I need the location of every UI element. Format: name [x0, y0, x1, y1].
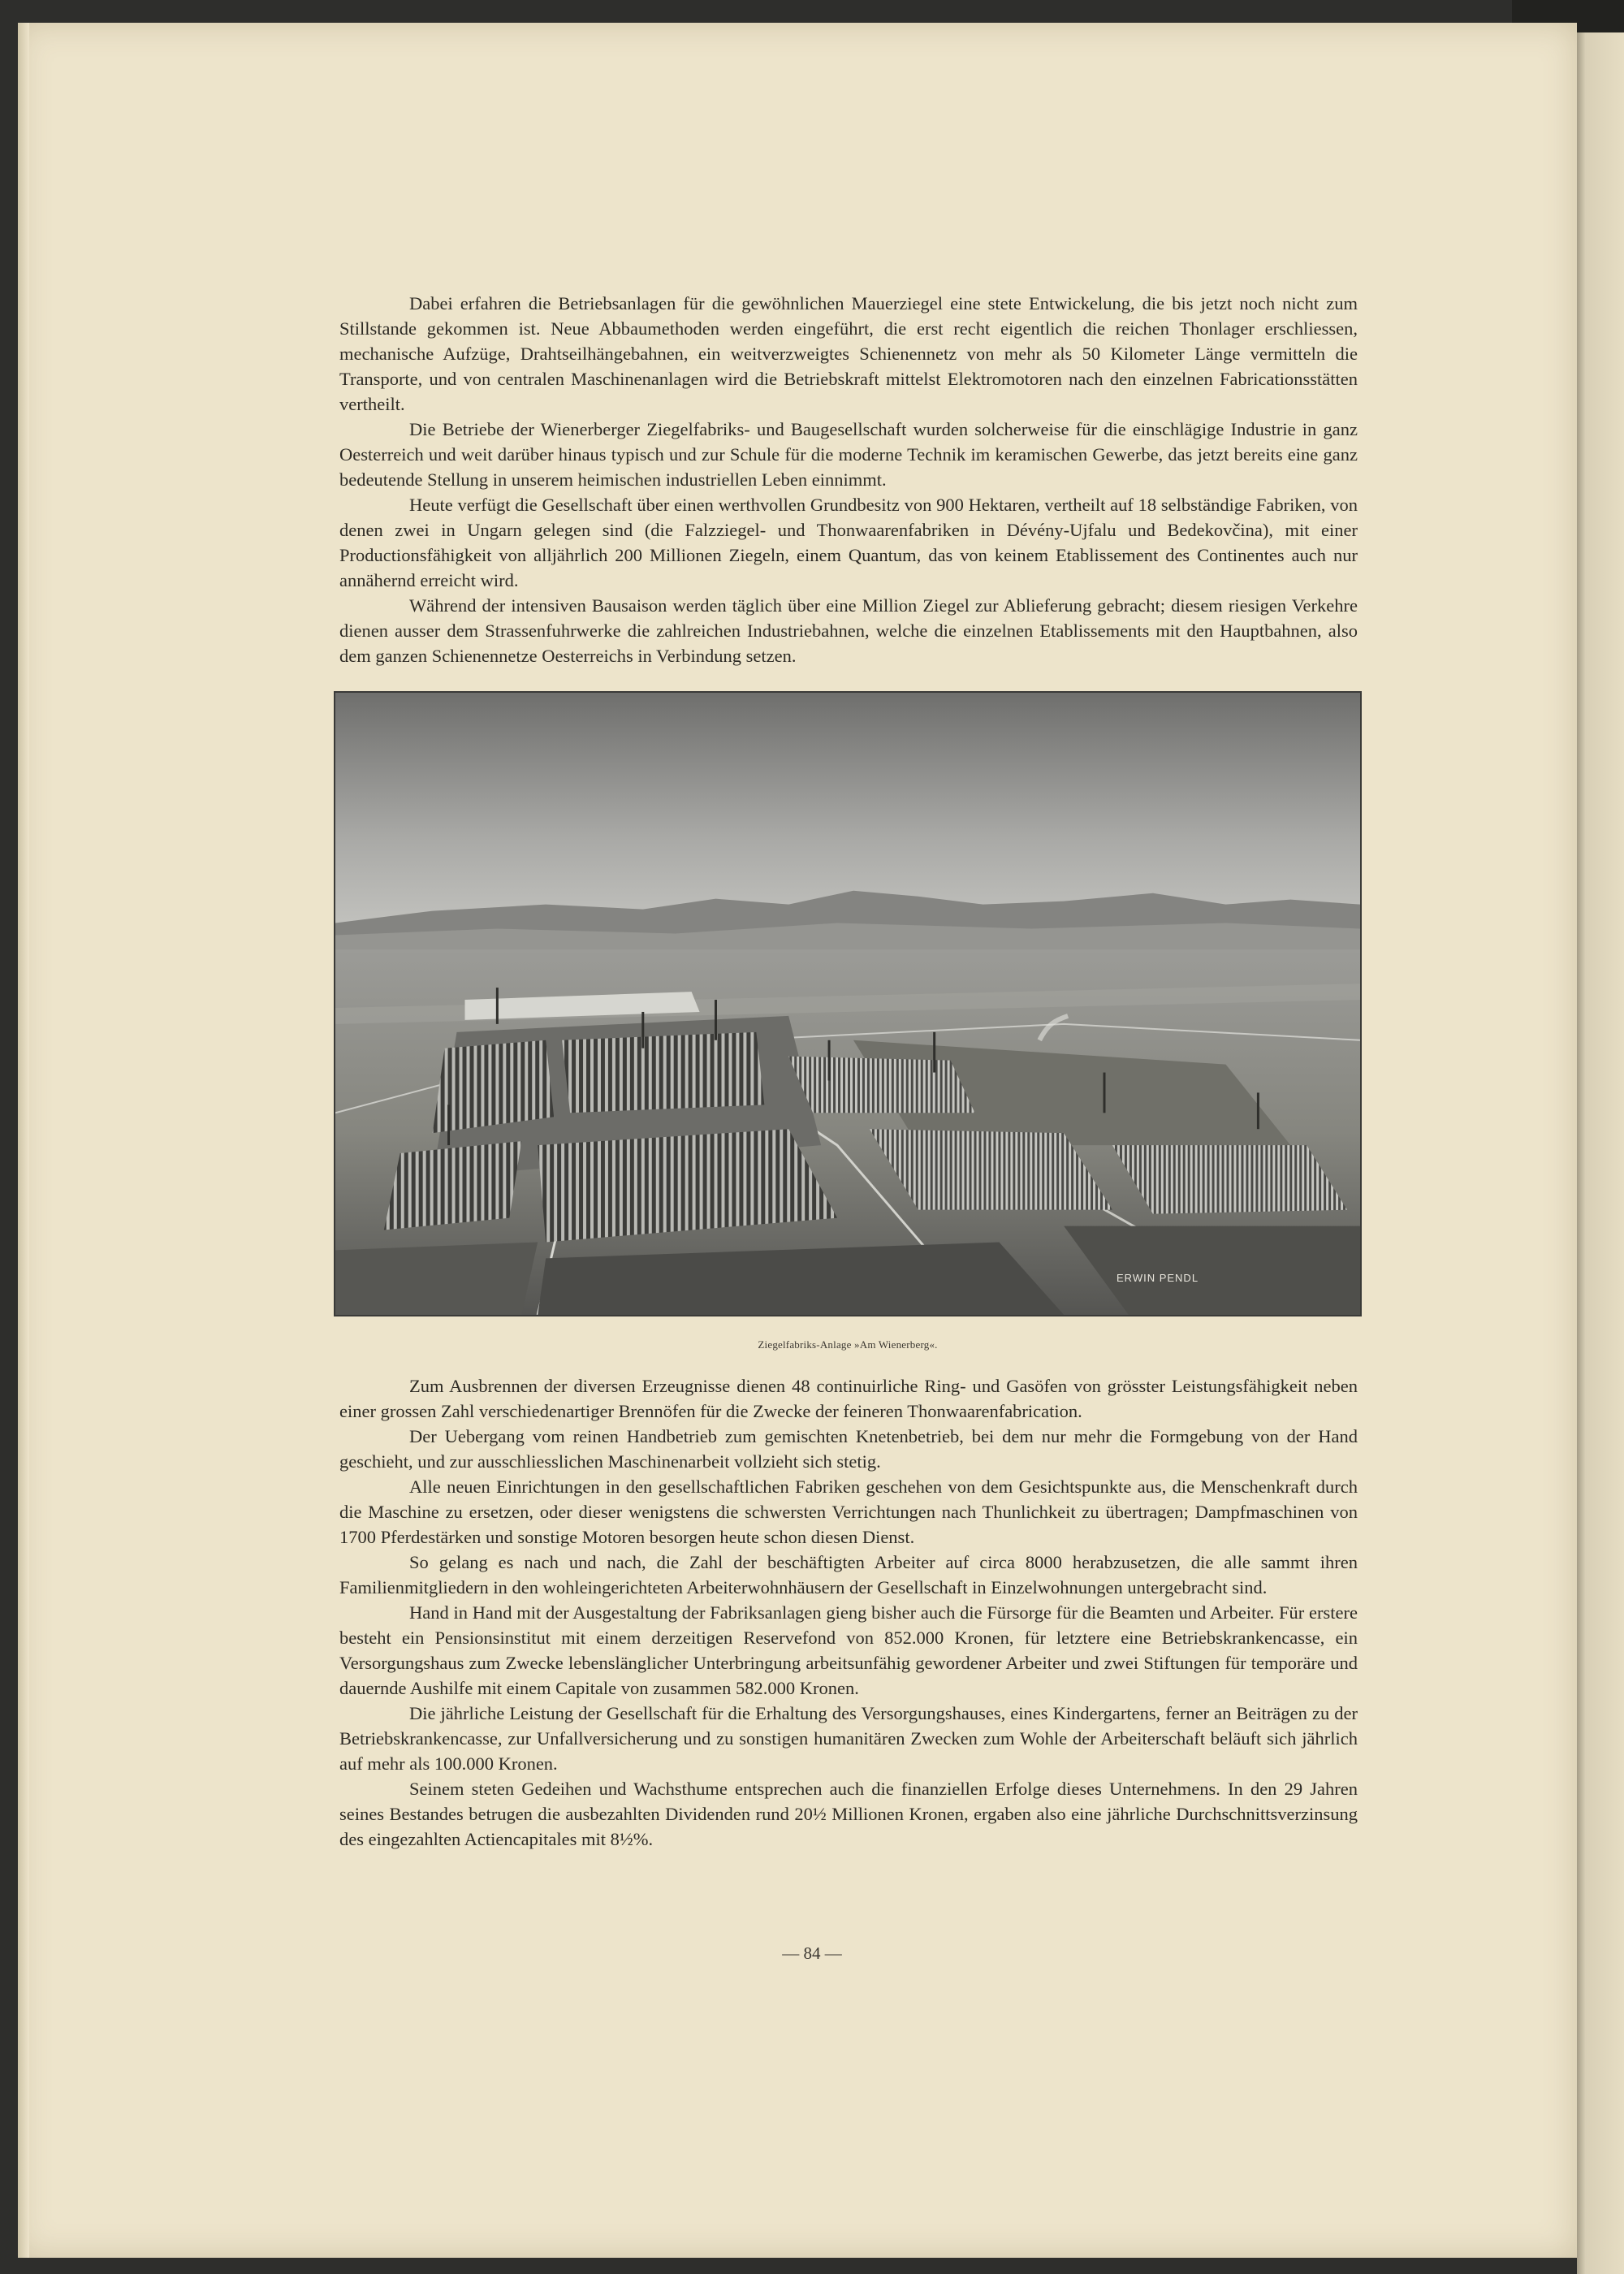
top-text-block [339, 291, 1358, 668]
paragraph: Alle neuen Einrichtungen in den gesellschaftlichen Fabriken geschehen von dem Gesichtspunkte aus, die Menschenkraft durch die Maschine zu ersetzen, oder dieser wenigstens die schwersten Verrichtungen nach Thunlichkeit zu übertragen; Dampfmaschinen von 1700 Pferdestärken und sonstige Motoren besorgen heute schon diesen Dienst. [339, 1476, 1358, 1547]
paragraph: Die jährliche Leistung der Gesellschaft für die Erhaltung des Versorgungshauses, eines Kindergartens, ferner an Beiträgen zu der Betriebskrankencasse, zur Unfallversicherung und zu sonstigen humanitären Zwecken zum Wohle der Arbeiterschaft beläuft sich jährlich auf mehr als 100.000 Kronen. [339, 1703, 1358, 1774]
page-number: — 84 — [782, 1943, 842, 1963]
paragraph: Während der intensiven Bausaison werden täglich über eine Million Ziegel zur Ablieferung gebracht; diesem riesigen Verkehre dienen ausser dem Strassenfuhrwerke die zahlreichen Industriebahnen, welche die einzelnen Etablissements mit den Hauptbahnen, also dem ganzen Schienennetze Oesterreichs in Verbindung setzen. [339, 595, 1358, 666]
paragraph: Dabei erfahren die Betriebsanlagen für die gewöhnlichen Mauerziegel eine stete Entwickelung, die bis jetzt noch nicht zum Stillstande gekommen ist. Neue Abbaumethoden werden eingeführt, die erst recht eigentlich die reichen Thonlager erschliessen, mechanische Aufzüge, Drahtseilhängebahnen, ein weitverzweigtes Schienennetz von mehr als 50 Kilometer Länge vermitteln die Transporte, und von centralen Maschinenanlagen wird die Betriebskraft mittelst Elektromotoren nach den einzelnen Fabricationsstätten vertheilt. [339, 293, 1358, 414]
next-page-edge [1577, 32, 1624, 2274]
aerial-view-illustration [335, 693, 1360, 1315]
paragraph: Heute verfügt die Gesellschaft über einen werthvollen Grundbesitz von 900 Hektaren, vertheilt auf 18 selbständige Fabriken, von denen zwei in Ungarn gelegen sind (die Falzziegel- und Thonwaarenfabriken in Dévény-Ujfalu und Bedekovčina), mit einer Productionsfähigkeit von alljährlich 200 Millionen Ziegeln, einem Quantum, das von keinem Etablissement des Continentes auch nur annähernd erreicht wird. [339, 495, 1358, 590]
paragraph: Seinem steten Gedeihen und Wachsthume entsprechen auch die finanziellen Erfolge dieses Unternehmens. In den 29 Jahren seines Bestandes betrugen die ausbezahlten Dividenden rund 20½ Millionen Kronen, ergaben also eine jährliche Durchschnittsverzinsung des eingezahlten Actiencapitales mit 8½%. [339, 1779, 1358, 1849]
paragraph: So gelang es nach und nach, die Zahl der beschäftigten Arbeiter auf circa 8000 herabzusetzen, die alle sammt ihren Familienmitgliedern in den wohleingerichteten Arbeiterwohnhäusern der Gesellschaft in Einzelwohnungen untergebracht sind. [339, 1552, 1358, 1597]
artist-signature: ERWIN PENDL [1116, 1272, 1199, 1284]
factory-photograph [334, 691, 1362, 1316]
paragraph: Die Betriebe der Wienerberger Ziegelfabriks- und Baugesellschaft wurden solcherweise für die einschlägige Industrie in ganz Oesterreich und weit darüber hinaus typisch und zur Schule für die moderne Technik im keramischen Gewerbe, das jetzt bereits eine ganz bedeutende Stellung in unserem heimischen industriellen Leben einnimmt. [339, 419, 1358, 490]
paragraph: Zum Ausbrennen der diversen Erzeugnisse dienen 48 continuirliche Ring- und Gasöfen von grösster Leistungsfähigkeit neben einer grossen Zahl verschiedenartiger Brennöfen für die Zwecke der feineren Thonwaarenfabrication. [339, 1376, 1358, 1421]
page-left-edge [18, 23, 29, 2258]
paragraph: Der Uebergang vom reinen Handbetrieb zum gemischten Knetenbetrieb, bei dem nur mehr die Formgebung von der Hand geschieht, und zur ausschliesslichen Maschinenarbeit vollzieht sich stetig. [339, 1426, 1358, 1472]
photo-caption: Ziegelfabriks-Anlage »Am Wienerberg«. [758, 1338, 938, 1351]
bottom-text-block [339, 1373, 1358, 1852]
paragraph: Hand in Hand mit der Ausgestaltung der Fabriksanlagen gieng bisher auch die Fürsorge für die Beamten und Arbeiter. Für erstere besteht ein Pensionsinstitut mit einem derzeitigen Reservefond von 852.000 Kronen, für letztere eine Betriebskrankencasse, ein Versorgungshaus zum Zwecke lebenslänglicher Unterbringung arbeitsunfähig gewordener Arbeiter und zwei Stiftungen für temporäre und dauernde Aushilfe mit einem Capitale von zusammen 582.000 Kronen. [339, 1602, 1358, 1698]
